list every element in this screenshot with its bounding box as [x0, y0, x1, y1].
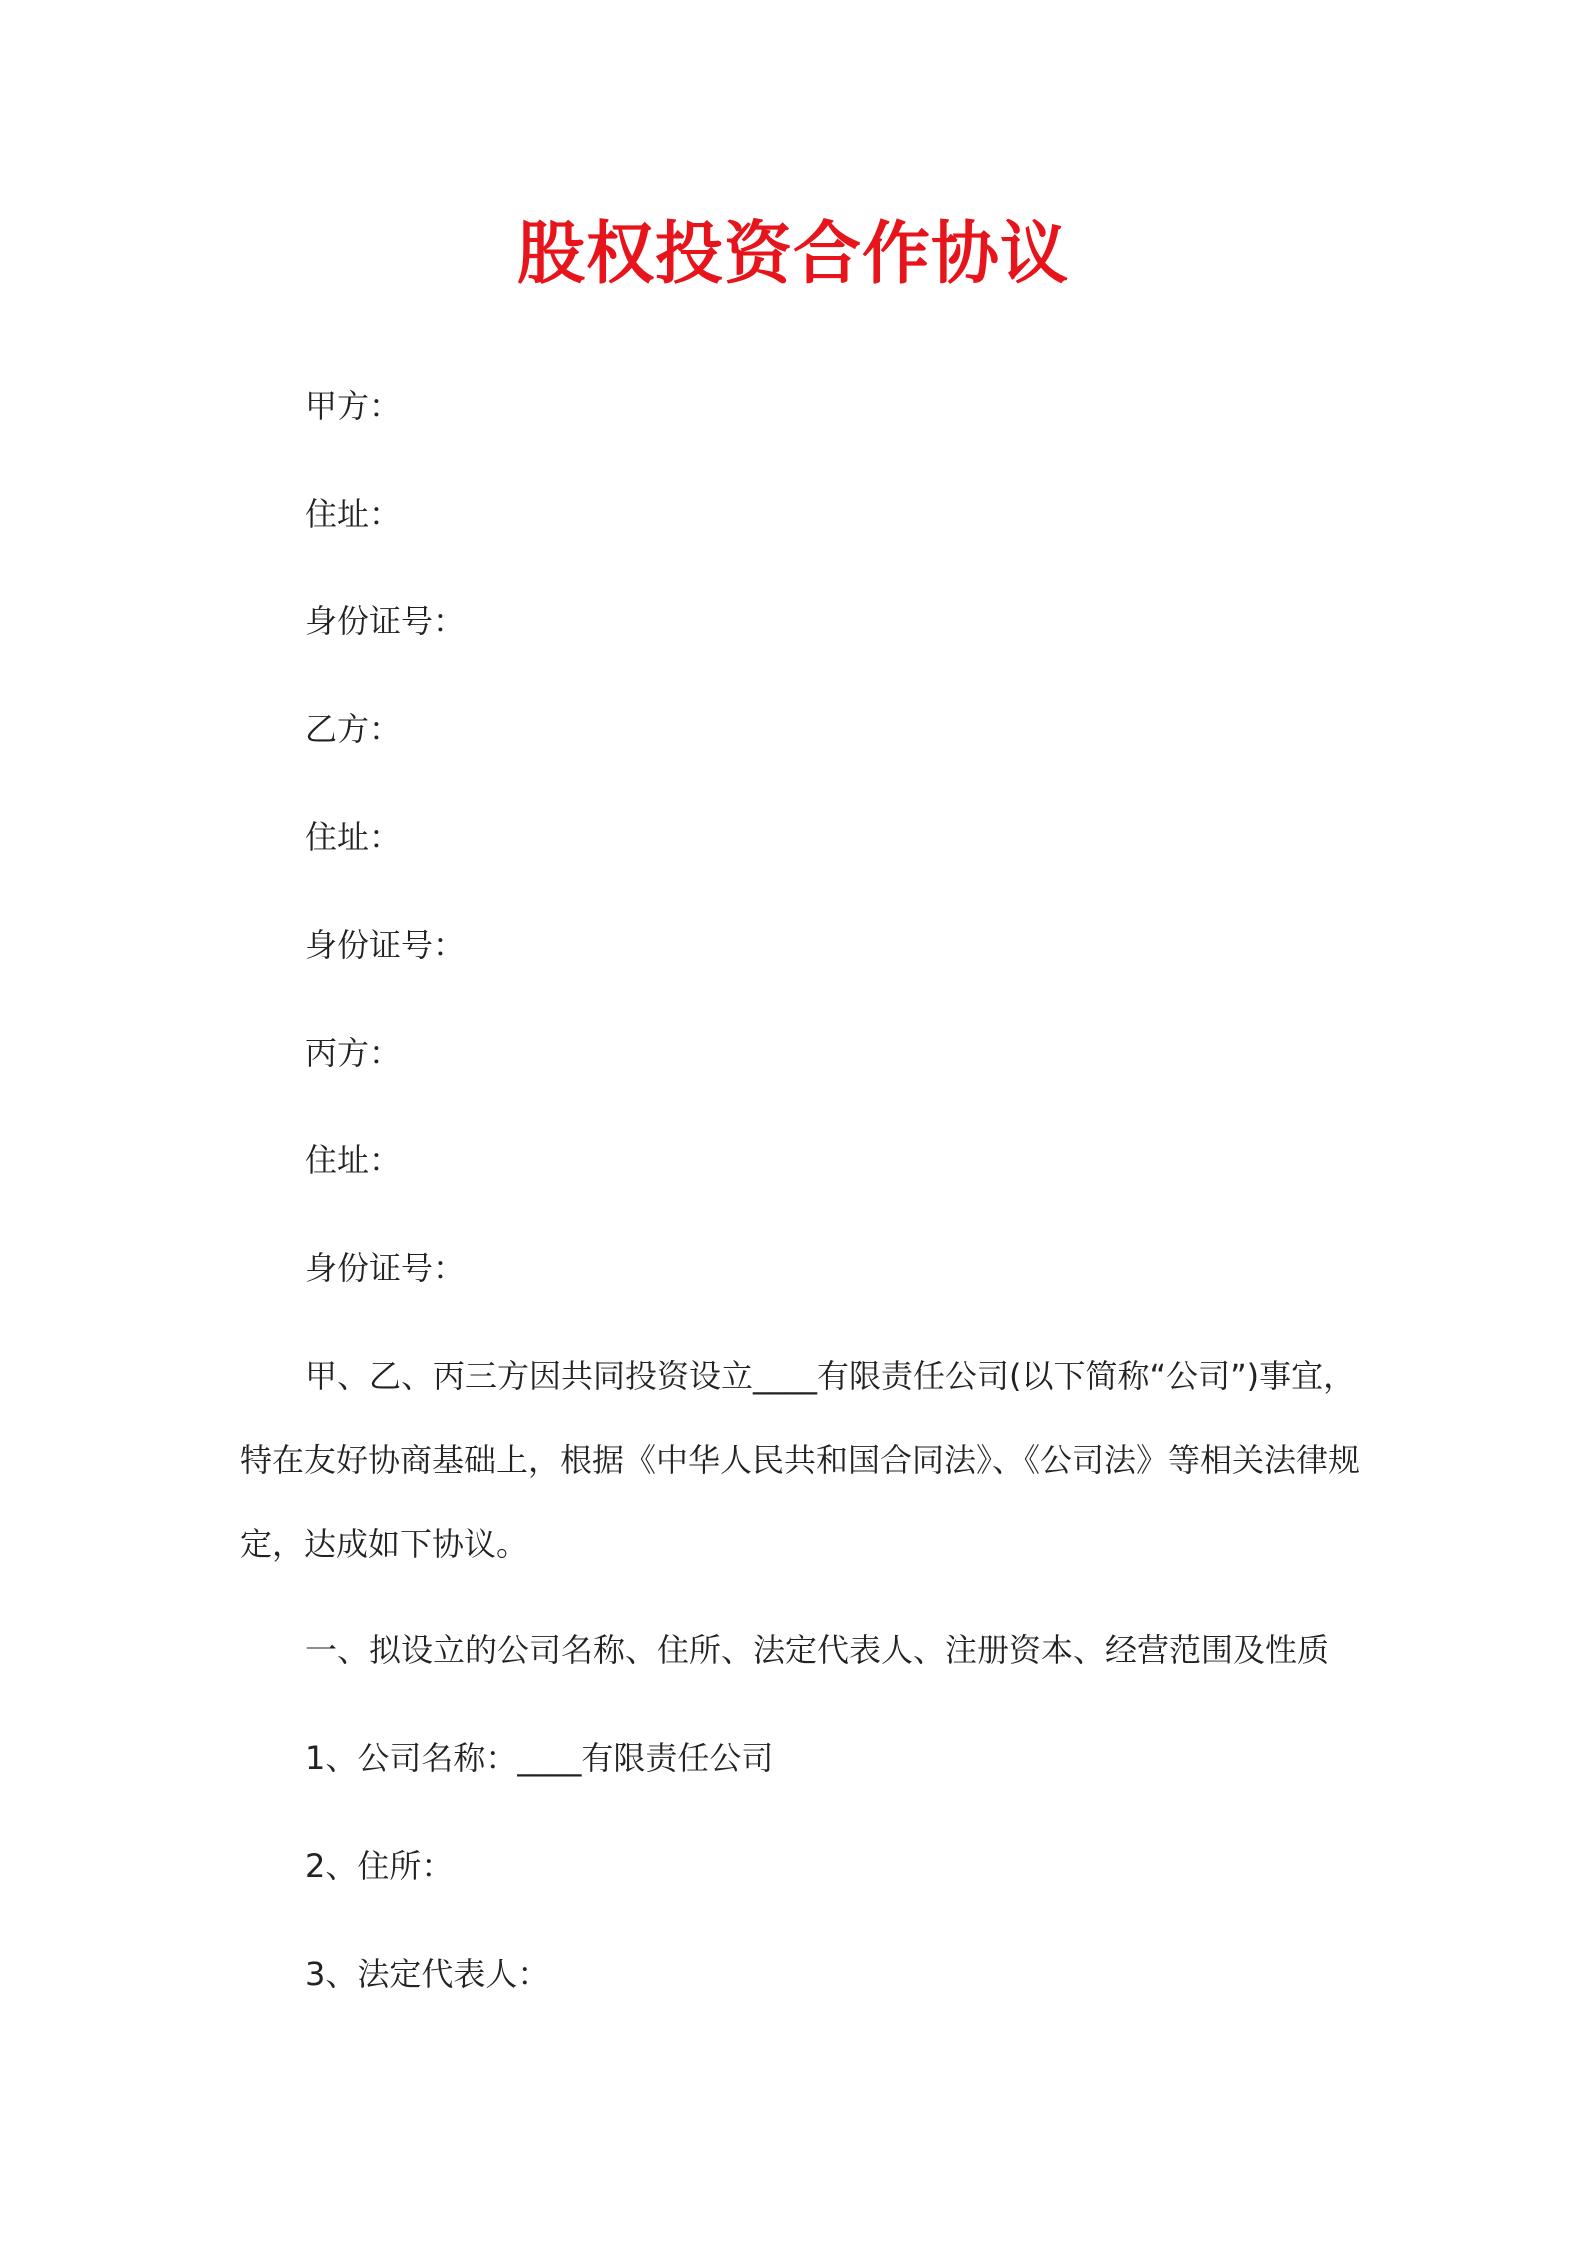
- party-c-id-label: 身份证号：: [305, 1249, 466, 1287]
- party-c-label: 丙方：: [305, 1034, 402, 1072]
- party-a-label: 甲方：: [305, 387, 402, 425]
- party-c-address-label: 住址：: [305, 1141, 402, 1179]
- section-1-item-company-name: 1、公司名称：____有限责任公司: [305, 1739, 774, 1777]
- party-b-label: 乙方：: [305, 710, 402, 748]
- party-b-id-label: 身份证号：: [305, 926, 466, 964]
- section-1-item-address: 2、住所：: [305, 1847, 454, 1885]
- preamble-paragraph: 甲、乙、丙三方因共同投资设立____有限责任公司(以下简称“公司”)事宜，特在友好协商基础上，根据《中华人民共和国合同法》、《公司法》等相关法律规定，达成如下协议。: [240, 1357, 1361, 1563]
- party-a-id-label: 身份证号：: [305, 602, 466, 640]
- section-1-heading: 一、拟设立的公司名称、住所、法定代表人、注册资本、经营范围及性质: [305, 1631, 1330, 1669]
- party-b-address-label: 住址：: [305, 818, 402, 856]
- document-title: 股权投资合作协议: [516, 215, 1069, 294]
- section-1-item-legal-rep: 3、法定代表人：: [305, 1955, 550, 1993]
- party-a-address-label: 住址：: [305, 495, 402, 533]
